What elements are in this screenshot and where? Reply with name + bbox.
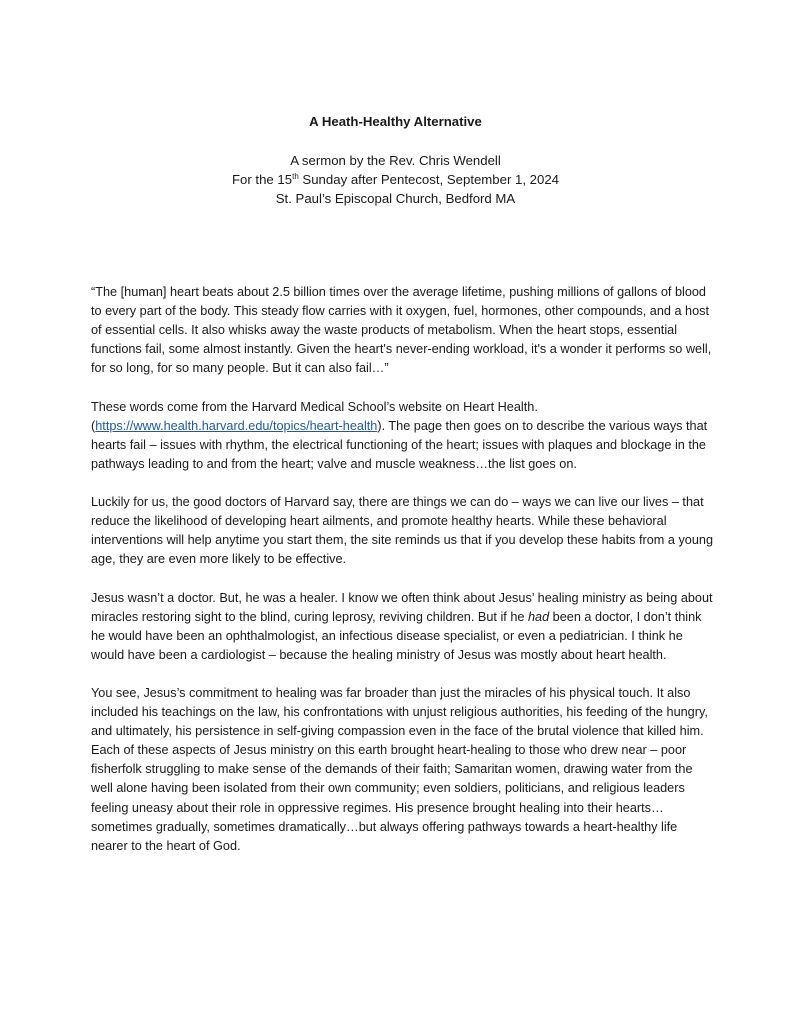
- paragraph-interventions: Luckily for us, the good doctors of Harvard say, there are things we can do – ways we can live our lives – that reduce the likelihood of developing heart ailments, and promote healthy hearts. While these behavioral interventions will help anytime you start them, the site reminds us that if you develop these habits from a young age, they are even more likely to be effective.: [91, 495, 714, 567]
- paragraph-source: [91, 398, 715, 474]
- paragraph-healer-start: Jesus wasn’t a doctor. But, he was a healer. I know we often think about Jesus’ healing ministry as being about miracles restoring sight to the blind, curing leprosy, reviving children. But if he: [91, 590, 713, 624]
- ordinal-superscript: th: [292, 172, 299, 181]
- harvard-heart-health-link[interactable]: https://www.health.harvard.edu/topics/heart-health: [95, 418, 378, 433]
- paragraph-quote: “The [human] heart beats about 2.5 billion times over the average lifetime, pushing millions of gallons of blood to every part of the body. This steady flow carries with it oxygen, fuel, hormones, other compounds, and a host of essential cells. It also whisks away the waste products of metabolism. When the heart stops, essential functions fail, some almost instantly. Given the heart's never-ending workload, it's a wonder it performs so well, for so long, for so many people. But it can also fail…”: [91, 285, 712, 376]
- paragraph-healer-end: been a doctor, I don’t think he would have been an ophthalmologist, an infectious disease specialist, or even a pediatrician. I think he would have been a cardiologist – because the healing ministry of Jesus was mostly about heart health.: [91, 609, 702, 662]
- church-line: St. Paul’s Episcopal Church, Bedford MA: [275, 191, 516, 206]
- paragraph-ministry: You see, Jesus’s commitment to healing was far broader than just the miracles of his physical touch. It also included his teachings on the law, his confrontations with unjust religious authorities, his feeding of the hungry, and ultimately, his persistence in self-giving compassion even in the face of the brutal violence that killed him. Each of these aspects of Jesus ministry on this earth brought heart-healing to those who drew near – poor fisherfolk struggling to make sense of the demands of their faith; Samaritan women, drawing water from the well alone having been isolated from their own community; even soldiers, politicians, and religious leaders feeling uneasy about their role in oppressive regimes. His presence brought healing into their hearts…sometimes gradually, sometimes dramatically…but always offering pathways towards a heart-healthy life nearer to the heart of God.: [91, 685, 708, 853]
- paragraph-healer: [91, 589, 715, 665]
- sermon-author-line: A sermon by the Rev. Chris Wendell: [290, 153, 501, 168]
- sermon-occasion-line: [0, 170, 791, 189]
- occasion-prefix: For the 15: [231, 172, 293, 187]
- paragraph-source-end: ). The page then goes on to describe the various ways that hearts fail – issues with rhythm, the electrical functioning of the heart; issues with plaques and blockage in the pathways leading to and from the heart; valve and muscle weakness…the list goes on.: [91, 418, 708, 471]
- document-title: A Heath-Healthy Alternative: [309, 114, 482, 129]
- occasion-suffix: Sunday after Pentecost, September 1, 2024: [298, 172, 560, 187]
- paragraph-source-start: These words come from the Harvard Medical School’s website on Heart Health. (: [91, 399, 538, 433]
- sermon-body: [91, 283, 715, 875]
- emphasis-had: had: [527, 609, 550, 624]
